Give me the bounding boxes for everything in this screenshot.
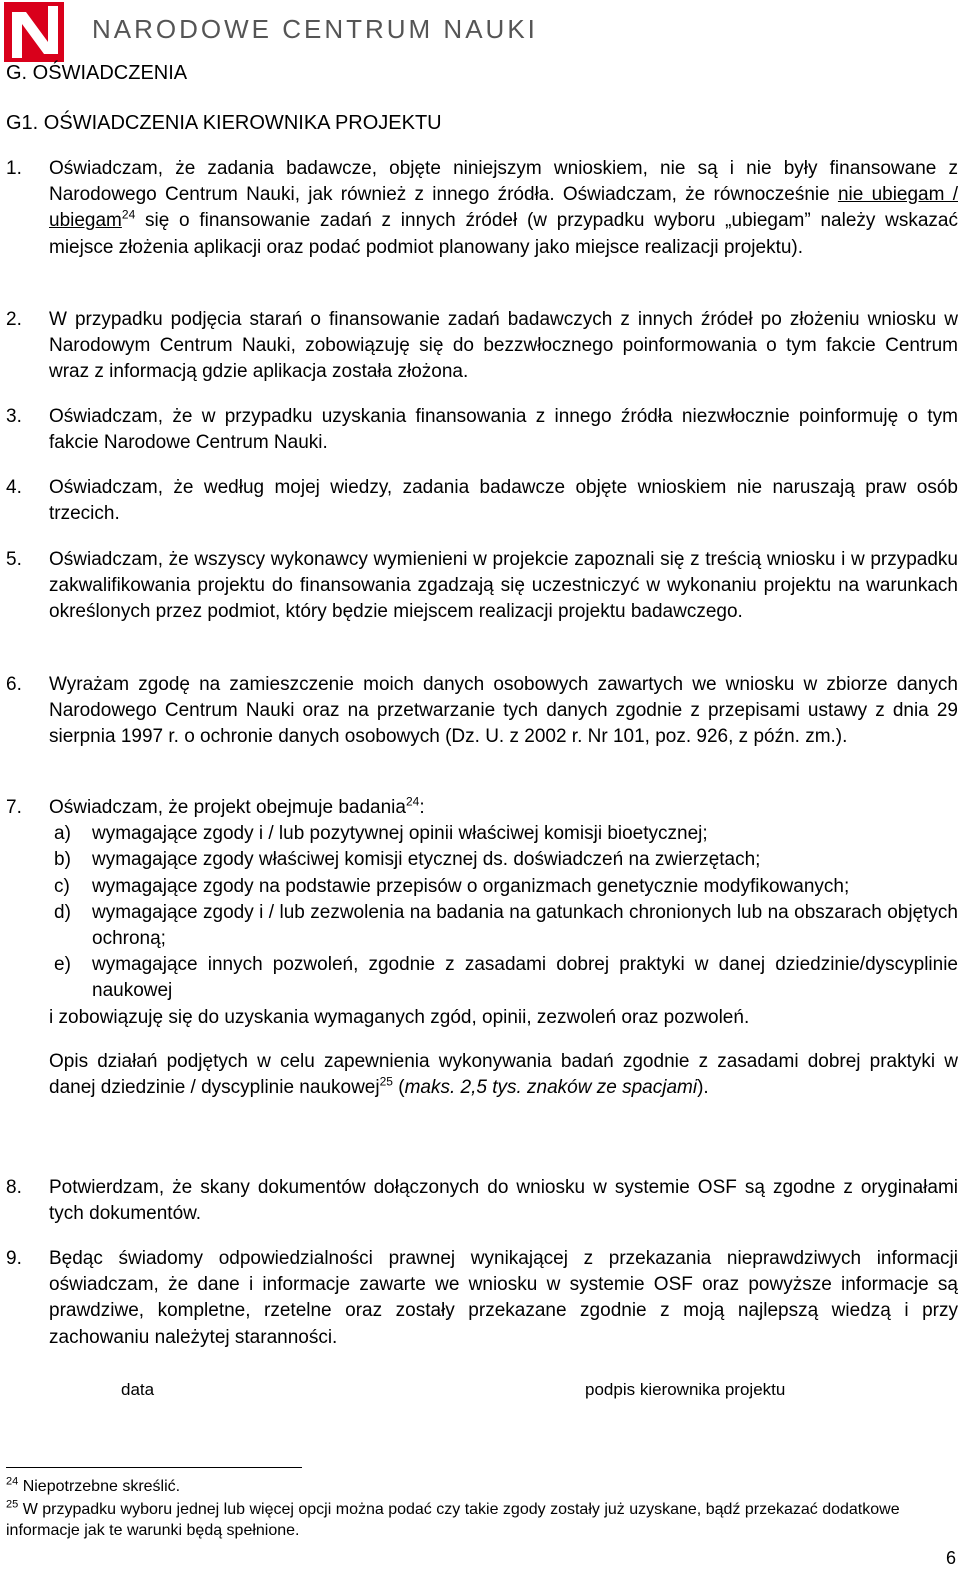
statement-9	[6, 1246, 958, 1351]
statement-number: 1.	[6, 158, 22, 179]
statement-number: 4.	[6, 477, 22, 498]
commitment-text: i zobowiązuję się do uzyskania wymaganych zgód, opinii, zezwoleń oraz pozwoleń.	[49, 1006, 750, 1028]
statement-number: 9.	[6, 1248, 22, 1269]
option-b	[49, 847, 958, 873]
statement-number: 2.	[6, 309, 22, 330]
statement-8	[6, 1175, 958, 1227]
footnote-number: 25	[6, 1498, 19, 1511]
section-title: G. OŚWIADCZENIA	[6, 62, 188, 84]
char-limit-note: maks. 2,5 tys. znaków ze spacjami	[404, 1077, 698, 1099]
ncn-logo-icon	[4, 2, 64, 62]
statement-1	[6, 156, 958, 261]
subsection-title: G1. OŚWIADCZENIA KIEROWNIKA PROJEKTU	[6, 112, 442, 134]
statement-7	[6, 795, 958, 1101]
statement-6	[6, 672, 958, 751]
option-text: wymagające zgody i / lub pozytywnej opinii właściwej komisji bioetycznej;	[92, 823, 708, 845]
page-number: 6	[945, 1548, 956, 1568]
statement-text: Oświadczam, że w przypadku uzyskania finansowania z innego źródła niezwłocznie poinformuję o tym fakcie Narodowe Centrum Nauki.	[49, 406, 958, 454]
option-text: wymagające zgody właściwej komisji etycznej ds. doświadczeń na zwierzętach;	[92, 849, 761, 871]
colon: :	[419, 797, 425, 818]
statement-text: Oświadczam, że według mojej wiedzy, zadania badawcze objęte wnioskiem nie naruszają praw osób trzecich.	[49, 477, 958, 525]
option-letter: c)	[54, 875, 70, 897]
statement-number: 8.	[6, 1177, 22, 1198]
statement-text: Oświadczam, że zadania badawcze, objęte niniejszym wnioskiem, nie są i nie były finansowane z Narodowego Centrum Nauki, jak również z innego źródła. Oświadczam, że równocześnie	[49, 158, 958, 206]
statement-number: 7.	[6, 797, 22, 818]
option-letter: d)	[54, 901, 71, 923]
footnote-25	[6, 1499, 956, 1541]
option-letter: e)	[54, 954, 71, 976]
footnote-ref: 25	[379, 1074, 393, 1089]
option-e	[49, 952, 958, 1004]
statement-number: 6.	[6, 674, 22, 695]
org-name: NARODOWE CENTRUM NAUKI	[92, 14, 538, 44]
option-letter: a)	[54, 823, 71, 845]
statement-number: 5.	[6, 549, 22, 570]
footnote-ref: 24	[405, 794, 420, 809]
footnote-divider	[6, 1467, 302, 1468]
statement-text: Potwierdzam, że skany dokumentów dołączonych do wniosku w systemie OSF są zgodne z oryginałami tych dokumentów.	[49, 1177, 958, 1225]
statement-text: Będąc świadomy odpowiedzialności prawnej wynikającej z przekazania nieprawdziwych informacji oświadczam, że dane i informacje zawarte we wniosku w systemie OSF oraz powyższe informacje są prawdziwe, kompletne, rzetelne oraz zostały przekazane zgodnie z moją najlepszą wiedzą i przy zachowaniu należytej staranności.	[49, 1248, 958, 1348]
statement-text: W przypadku podjęcia starań o finansowanie zadań badawczych z innych źródeł po złożeniu wniosku w Narodowym Centrum Nauki, zobowiązuję się do bezzwłocznego poinformowania o tym fakcie Centrum wraz z informacją gdzie aplikacja została złożona.	[49, 309, 958, 383]
footnote-ref: 24	[121, 208, 136, 223]
statement-4	[6, 475, 958, 527]
option-a	[49, 821, 958, 847]
statement-number: 3.	[6, 406, 22, 427]
option-text: wymagające innych pozwoleń, zgodnie z zasadami dobrej praktyki w danej dziedzinie/dyscyplinie naukowej	[92, 954, 958, 1002]
statement-2	[6, 307, 958, 386]
footnote-text: Niepotrzebne skreślić.	[18, 1478, 181, 1495]
footnote-number: 24	[6, 1475, 19, 1488]
option-text: wymagające zgody na podstawie przepisów o organizmach genetycznie modyfikowanych;	[92, 875, 850, 897]
date-label: data	[121, 1380, 155, 1399]
signature-label: podpis kierownika projektu	[585, 1380, 786, 1399]
statement-text: Oświadczam, że wszyscy wykonawcy wymienieni w projekcie zapoznali się z treścią wniosku i w przypadku zakwalifikowania projektu do finansowania zgadzają się uczestniczyć w wykonaniu projektu na warunkach określonych przez podmiot, który będzie miejscem realizacji projektu badawczego.	[49, 549, 958, 623]
option-text: wymagające zgody i / lub zezwolenia na badania na gatunkach chronionych lub na obszarach objętych ochroną;	[92, 901, 958, 950]
footnote-24	[6, 1476, 956, 1497]
paren-open: (	[392, 1077, 405, 1099]
good-practice-description: Opis działań podjętych w celu zapewnienia wykonywania badań zgodnie z zasadami dobrej praktyki w danej dziedzinie / dyscyplinie naukowej	[49, 1050, 958, 1099]
statement-text-cont: się o finansowanie zadań z innych źródeł (w przypadku wyboru „ubiegam” należy wskazać miejsce złożenia aplikacji oraz podać podmiot planowany jako miejsce realizacji projektu).	[49, 210, 958, 258]
option-d	[49, 900, 958, 952]
statement-3	[6, 404, 958, 456]
statement-5	[6, 547, 958, 626]
statement-text: Wyrażam zgodę na zamieszczenie moich danych osobowych zawartych we wniosku w zbiorze danych Narodowego Centrum Nauki oraz na przetwarzanie tych danych zgodnie z przepisami ustawy z dnia 29 sierpnia 1997 r. o ochronie danych osobowych (Dz. U. z 2002 r. Nr 101, poz. 926, z późn. zm.).	[49, 674, 958, 748]
option-c	[49, 874, 958, 900]
applying-option: nie ubiegam / ubiegam	[49, 184, 958, 232]
paren-close: ).	[697, 1077, 709, 1099]
statement-text: Oświadczam, że projekt obejmuje badania	[49, 797, 406, 818]
option-letter: b)	[54, 849, 71, 871]
footnote-text: W przypadku wyboru jednej lub więcej opcji można podać czy takie zgody zostały już uzyskane, bądź przekazać dodatkowe informacje jak te warunki będą spełnione.	[6, 1501, 900, 1539]
